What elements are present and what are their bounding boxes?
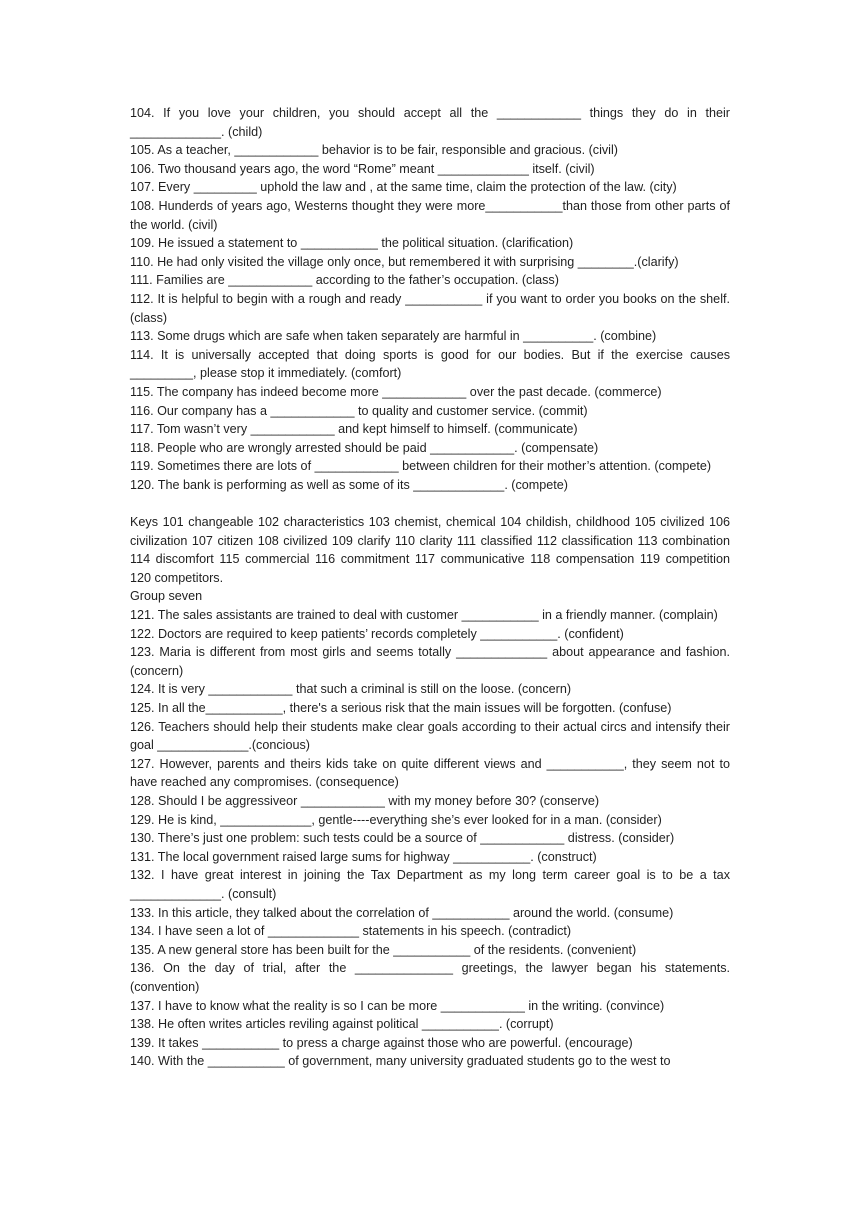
exercise-item: 112. It is helpful to begin with a rough and ready ___________ if you want to order you books on the shelf. (class) (130, 291, 730, 325)
exercise-item: 115. The company has indeed become more ____________ over the past decade. (commerce) (130, 384, 662, 399)
exercise-item: 118. People who are wrongly arrested should be paid ____________. (compensate) (130, 440, 599, 455)
exercise-block-1 (130, 104, 730, 494)
exercise-item: 124. It is very ____________ that such a criminal is still on the loose. (concern) (130, 682, 572, 697)
exercise-item: 133. In this article, they talked about the correlation of ___________ around the world. (consume) (130, 905, 674, 920)
exercise-item: 130. There’s just one problem: such tests could be a source of ____________ distress. (consider) (130, 831, 675, 846)
exercise-item: 111. Families are ____________ according to the father’s occupation. (class) (130, 273, 559, 288)
exercise-item: 120. The bank is performing as well as some of its _____________. (compete) (130, 477, 569, 492)
exercise-item: 137. I have to know what the reality is so I can be more ____________ in the writing. (convince) (130, 998, 665, 1013)
exercise-item: 109. He issued a statement to ___________ the political situation. (clarification) (130, 236, 574, 251)
exercise-item: 131. The local government raised large sums for highway ___________. (construct) (130, 849, 597, 864)
exercise-item: 105. As a teacher, ____________ behavior is to be fair, responsible and gracious. (civil) (130, 143, 618, 158)
exercise-item: 136. On the day of trial, after the ______________ greetings, the lawyer began his statements. (convention) (130, 961, 730, 994)
exercise-item: 116. Our company has a ____________ to quality and customer service. (commit) (130, 403, 588, 418)
exercise-item: 108. Hunderds of years ago, Westerns thought they were more___________than those from other parts of the world. (civil) (130, 198, 730, 232)
exercise-item: 127. However, parents and theirs kids take on quite different views and ___________, they seem not to have reached any compromises. (consequence) (130, 756, 730, 790)
exercise-item: 122. Doctors are required to keep patients’ records completely ___________. (confident) (130, 626, 624, 641)
exercise-item: 110. He had only visited the village only once, but remembered it with surprising ________.(clarify) (130, 254, 679, 269)
exercise-item: 128. Should I be aggressiveor ____________ with my money before 30? (conserve) (130, 793, 600, 808)
exercise-item: 106. Two thousand years ago, the word “Rome” meant _____________ itself. (civil) (130, 161, 595, 176)
exercise-item: 104. If you love your children, you should accept all the ____________ things they do in their _____________. (child) (130, 106, 730, 139)
exercise-item: 129. He is kind, _____________, gentle----everything she’s ever looked for in a man. (consider) (130, 812, 662, 827)
exercise-item: 119. Sometimes there are lots of ____________ between children for their mother’s attention. (compete) (130, 459, 712, 474)
answer-keys: Keys 101 changeable 102 characteristics 103 chemist, chemical 104 childish, childhood 105 civilized 106 civilization 107 citizen 108 civilized 109 clarify 110 clarity 111 classified 112 classification 113 combination 114 discomfort 115 commercial 116 commitment 117 communicative 118 compensation 119 competition 120 competitors. (130, 515, 730, 585)
exercise-item: 126. Teachers should help their students make clear goals according to their actual circs and intensify their goal _____________.(concious) (130, 719, 730, 753)
exercise-item: 113. Some drugs which are safe when taken separately are harmful in __________. (combine) (130, 329, 657, 344)
exercise-item: 134. I have seen a lot of _____________ statements in his speech. (contradict) (130, 924, 572, 939)
exercise-item: 138. He often writes articles reviling against political ___________. (corrupt) (130, 1017, 554, 1032)
exercise-item: 132. I have great interest in joining the Tax Department as my long term career goal is to be a tax _____________. (consult) (130, 868, 730, 901)
exercise-item: 125. In all the___________, there's a serious risk that the main issues will be forgotten. (confuse) (130, 701, 672, 715)
exercise-block-2 (130, 606, 730, 1071)
document-page (130, 104, 730, 1071)
group-heading: Group seven (130, 589, 203, 604)
exercise-item: 121. The sales assistants are trained to deal with customer ___________ in a friendly manner. (complain) (130, 608, 718, 623)
exercise-item: 107. Every _________ uphold the law and , at the same time, claim the protection of the law. (city) (130, 180, 677, 195)
exercise-item: 140. With the ___________ of government, many university graduated students go to the west to (130, 1054, 671, 1069)
blank-line (130, 494, 730, 513)
exercise-item: 139. It takes ___________ to press a charge against those who are powerful. (encourage) (130, 1035, 633, 1050)
exercise-item: 114. It is universally accepted that doing sports is good for our bodies. But if the exercise causes _________, please stop it immediately. (comfort) (130, 347, 730, 381)
exercise-item: 123. Maria is different from most girls and seems totally _____________ about appearance and fashion. (concern) (130, 645, 730, 678)
exercise-item: 135. A new general store has been built for the ___________ of the residents. (convenient) (130, 942, 637, 957)
exercise-item: 117. Tom wasn’t very ____________ and kept himself to himself. (communicate) (130, 422, 578, 437)
